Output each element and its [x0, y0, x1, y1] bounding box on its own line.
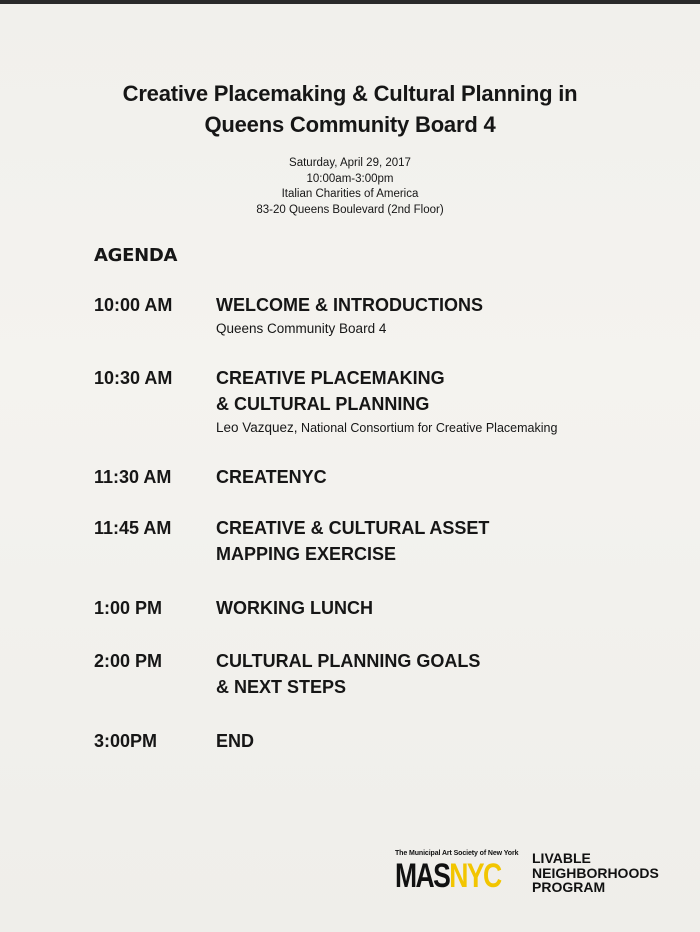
- event-date: Saturday, April 29, 2017: [289, 157, 411, 169]
- agenda-session: [216, 365, 656, 437]
- event-address: 83-20 Queens Boulevard (2nd Floor): [256, 203, 444, 216]
- speaker-org: National Consortium for Creative Placemaking: [297, 421, 558, 435]
- agenda-time: 11:30 AM: [94, 467, 172, 487]
- agenda-time: 11:45 AM: [94, 518, 172, 538]
- agenda-title-line-1: CREATIVE & CULTURAL ASSET: [216, 518, 490, 538]
- agenda-title-line-1: CREATIVE PLACEMAKING: [216, 368, 445, 388]
- event-time: 10:00am-3:00pm: [306, 172, 394, 185]
- mas-tagline: The Municipal Art Society of New York: [395, 850, 519, 857]
- agenda-heading: AGENDA: [94, 245, 178, 266]
- agenda-time: 3:00PM: [94, 731, 158, 751]
- event-venue: Italian Charities of America: [281, 188, 419, 200]
- speaker-name: Leo Vazquez,: [216, 420, 298, 435]
- agenda-time: 2:00 PM: [94, 651, 163, 671]
- scan-edge: [0, 0, 700, 4]
- title-line-1: Creative Placemaking & Cultural Planning in: [122, 81, 578, 106]
- agenda-speaker: [216, 419, 656, 437]
- agenda-title-line-1: CULTURAL PLANNING GOALS: [216, 651, 481, 671]
- program-name: [532, 851, 659, 895]
- agenda-session: [216, 648, 656, 700]
- footer-logos: [395, 850, 695, 900]
- speaker-org: Queens Community Board 4: [216, 321, 387, 336]
- agenda-title: CREATENYC: [216, 467, 327, 487]
- agenda-session: [216, 515, 656, 567]
- agenda-title-line-2: & CULTURAL PLANNING: [216, 394, 430, 414]
- agenda-title-line-2: MAPPING EXERCISE: [216, 544, 397, 564]
- agenda-time: 10:30 AM: [94, 368, 173, 388]
- agenda-session: [216, 595, 656, 621]
- event-details: [0, 156, 700, 218]
- document-title: [0, 78, 700, 140]
- agenda-session: [216, 464, 656, 490]
- program-line-3: PROGRAM: [532, 879, 606, 895]
- agenda-title-line-2: & NEXT STEPS: [216, 677, 347, 697]
- agenda-speaker: [216, 320, 656, 338]
- logo-nyc-text: NYC: [449, 857, 501, 895]
- program-line-2: NEIGHBORHOODS: [532, 864, 659, 881]
- program-line-1: LIVABLE: [532, 850, 591, 866]
- agenda-time: 1:00 PM: [94, 598, 163, 618]
- agenda-session: [216, 728, 656, 754]
- title-line-2: Queens Community Board 4: [204, 112, 496, 137]
- logo-mas-text: MAS: [395, 857, 450, 895]
- agenda-session: [216, 292, 656, 338]
- agenda-title: END: [216, 731, 255, 751]
- masnyc-logo: [395, 857, 501, 895]
- agenda-title: WELCOME & INTRODUCTIONS: [216, 295, 483, 315]
- agenda-time: 10:00 AM: [94, 295, 173, 315]
- agenda-title: WORKING LUNCH: [216, 598, 373, 618]
